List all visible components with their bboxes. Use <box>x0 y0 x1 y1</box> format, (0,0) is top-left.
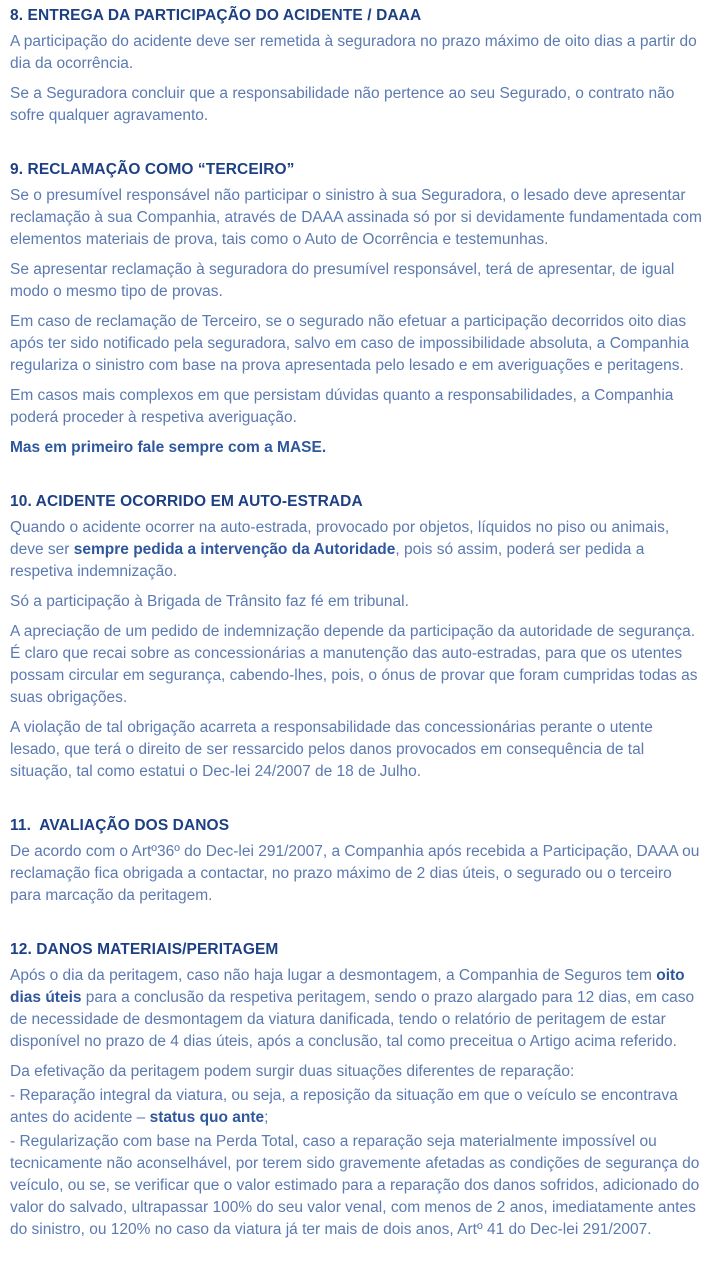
section-10-heading: 10. ACIDENTE OCORRIDO EM AUTO-ESTRADA <box>10 493 363 510</box>
section-12-danos-materiais-peritagem <box>10 940 705 1241</box>
section-10-paragraph-3: A apreciação de um pedido de indemnização depende da participação da autoridade de segurança. É claro que recai sobre as concessionárias a manutenção das auto-estradas, para que os utentes possam circular em segurança, cabendo-lhes, pois, o ónus de provar que foram cumpridas todas as suas obrigações. <box>10 623 698 706</box>
section-8-paragraph-1: A participação do acidente deve ser remetida à seguradora no prazo máximo de oito dias a partir do dia da ocorrência. <box>10 33 697 72</box>
section-9-emphasis-line: Mas em primeiro fale sempre com a MASE. <box>10 439 327 456</box>
section-8-paragraph-2: Se a Seguradora concluir que a responsabilidade não pertence ao seu Segurado, o contrato não sofre qualquer agravamento. <box>10 85 675 124</box>
section-9-paragraph-4: Em casos mais complexos em que persistam dúvidas quanto a responsabilidades, a Companhia poderá proceder à respetiva averiguação. <box>10 387 674 426</box>
section-12-paragraph-1: Após o dia da peritagem, caso não haja lugar a desmontagem, a Companhia de Seguros tem oito dias úteis para a conclusão da respetiva peritagem, sendo o prazo alargado para 12 dias, em caso de necessidade de desmontagem da viatura danificada, tendo o relatório de peritagem de estar disponível no prazo de 4 dias úteis, após a conclusão, tal como preceitua o Artigo acima referido. <box>10 967 695 1050</box>
section-9-paragraph-2: Se apresentar reclamação à seguradora do presumível responsável, terá de apresentar, de igual modo o mesmo tipo de provas. <box>10 261 675 300</box>
section-12-list-item-1: - Reparação integral da viatura, ou seja, a reposição da situação em que o veículo se encontrava antes do acidente – status quo ante; <box>10 1087 678 1126</box>
section-12-list-item-2: - Regularização com base na Perda Total, caso a reparação seja materialmente impossível ou tecnicamente não aconselhável, por terem sido gravemente afetadas as condições de segurança do veículo, ou se, se verificar que o valor estimado para a reparação dos danos sofridos, adicionado do valor do salvado, ultrapassar 100% do seu valor venal, com menos de 2 anos, imediatamente antes do sinistro, ou 120% no caso da viatura já ter mais de dois anos, Artº 41 do Dec-lei 291/2007. <box>10 1133 700 1238</box>
section-9-paragraph-1: Se o presumível responsável não participar o sinistro à sua Seguradora, o lesado deve apresentar reclamação à sua Companhia, através de DAAA assinada só por si devidamente fundamentada com elementos materiais de prova, tais como o Auto de Ocorrência e testemunhas. <box>10 187 702 248</box>
section-11-avaliacao-dos-danos <box>10 816 705 907</box>
section-8-heading: 8. ENTREGA DA PARTICIPAÇÃO DO ACIDENTE / DAAA <box>10 7 422 24</box>
section-10-paragraph-2: Só a participação à Brigada de Trânsito faz fé em tribunal. <box>10 593 409 610</box>
section-12-list-intro: Da efetivação da peritagem podem surgir duas situações diferentes de reparação: <box>10 1063 575 1080</box>
section-9-heading: 9. RECLAMAÇÃO COMO “TERCEIRO” <box>10 161 295 178</box>
section-11-heading: 11. AVALIAÇÃO DOS DANOS <box>10 817 230 834</box>
section-9-paragraph-3: Em caso de reclamação de Terceiro, se o segurado não efetuar a participação decorridos oito dias após ter sido notificado pela seguradora, salvo em caso de impossibilidade absoluta, a Companhia regulariza o sinistro com base na prova apresentada pelo lesado e em averiguações e peritagens. <box>10 313 689 374</box>
section-12-heading: 12. DANOS MATERIAIS/PERITAGEM <box>10 941 279 958</box>
section-10-paragraph-4: A violação de tal obrigação acarreta a responsabilidade das concessionárias perante o utente lesado, que terá o direito de ser ressarcido pelos danos provocados em consequência de tal situação, tal como estatui o Dec-lei 24/2007 de 18 de Julho. <box>10 719 653 780</box>
section-10-paragraph-1: Quando o acidente ocorrer na auto-estrada, provocado por objetos, líquidos no piso ou animais, deve ser sempre pedida a intervenção da Autoridade, pois só assim, poderá ser pedida a respetiva indemnização. <box>10 519 670 580</box>
section-9-reclamacao-como-terceiro <box>10 160 705 459</box>
section-11-paragraph-1: De acordo com o Artº36º do Dec-lei 291/2007, a Companhia após recebida a Participação, DAAA ou reclamação fica obrigada a contactar, no prazo máximo de 2 dias úteis, o segurado ou o terceiro para marcação da peritagem. <box>10 843 700 904</box>
section-8-entrega-da-participacao <box>10 6 705 127</box>
section-10-acidente-auto-estrada <box>10 492 705 783</box>
